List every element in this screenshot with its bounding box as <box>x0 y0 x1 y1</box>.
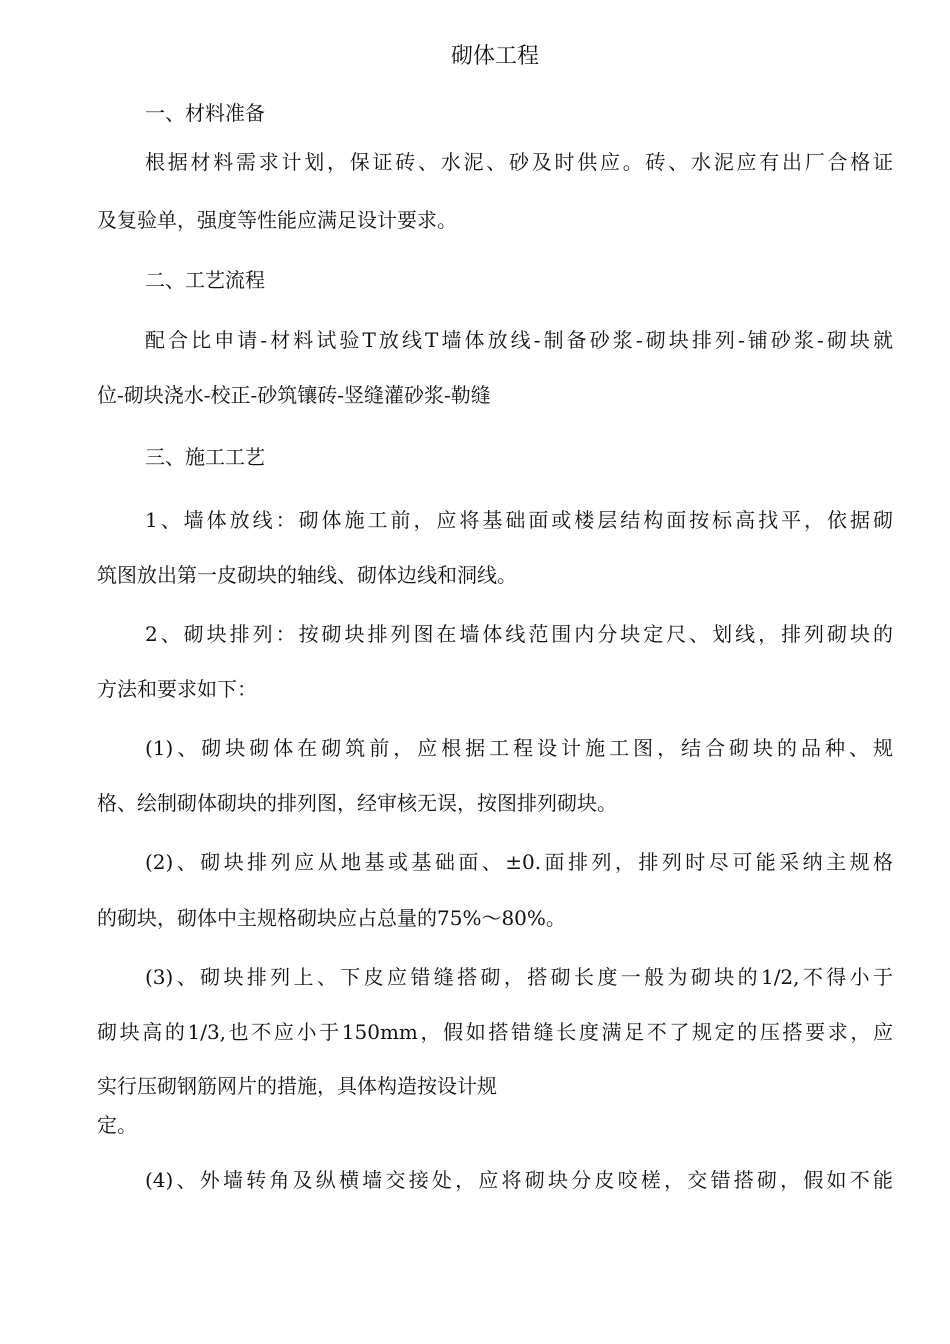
paragraph-line: 2、砌块排列：按砌块排列图在墙体线范围内分块定尺、划线，排列砌块的 <box>145 622 893 646</box>
paragraph-line: 砌块高的1/3,也不应小于150mm，假如搭错缝长度满足不了规定的压搭要求，应 <box>97 1020 893 1044</box>
paragraph-line: 定。 <box>97 1113 137 1137</box>
paragraph-line: 格、绘制砌体砌块的排列图，经审核无误，按图排列砌块。 <box>97 791 617 815</box>
section-heading-construction: 三、施工工艺 <box>145 445 265 469</box>
paragraph-line: 方法和要求如下： <box>97 677 257 701</box>
paragraph-line: 的砌块，砌体中主规格砌块应占总量的75%〜80%。 <box>97 906 566 930</box>
paragraph-line: 实行压砌钢筋网片的措施，具体构造按设计规 <box>97 1074 497 1098</box>
section-heading-materials: 一、材料准备 <box>145 101 265 125</box>
page-title: 砌体工程 <box>450 44 539 69</box>
paragraph-line: (1)、砌块砌体在砌筑前，应根据工程设计施工图，结合砌块的品种、规 <box>145 736 893 760</box>
paragraph-line: 筑图放出第一皮砌块的轴线、砌体边线和洞线。 <box>97 563 517 587</box>
paragraph-line: (4)、外墙转角及纵横墙交接处，应将砌块分皮咬槎，交错搭砌，假如不能 <box>145 1168 893 1192</box>
paragraph-line: 配合比申请-材料试验T放线T墙体放线-制备砂浆-砌块排列-铺砂浆-砌块就 <box>145 328 893 352</box>
paragraph-line: (3)、砌块排列上、下皮应错缝搭砌，搭砌长度一般为砌块的1/2,不得小于 <box>145 965 893 989</box>
section-heading-process: 二、工艺流程 <box>145 268 265 292</box>
paragraph-line: 根据材料需求计划，保证砖、水泥、砂及时供应。砖、水泥应有出厂合格证 <box>145 150 893 174</box>
paragraph-line: 1、墙体放线：砌体施工前，应将基础面或楼层结构面按标高找平，依据砌 <box>145 508 893 532</box>
paragraph-line: 及复验单，强度等性能应满足设计要求。 <box>97 208 457 232</box>
paragraph-line: (2)、砌块排列应从地基或基础面、±0.面排列，排列时尽可能采纳主规格 <box>145 850 893 874</box>
paragraph-line: 位-砌块浇水-校正-砂筑镶砖-竖缝灌砂浆-勒缝 <box>97 383 491 407</box>
